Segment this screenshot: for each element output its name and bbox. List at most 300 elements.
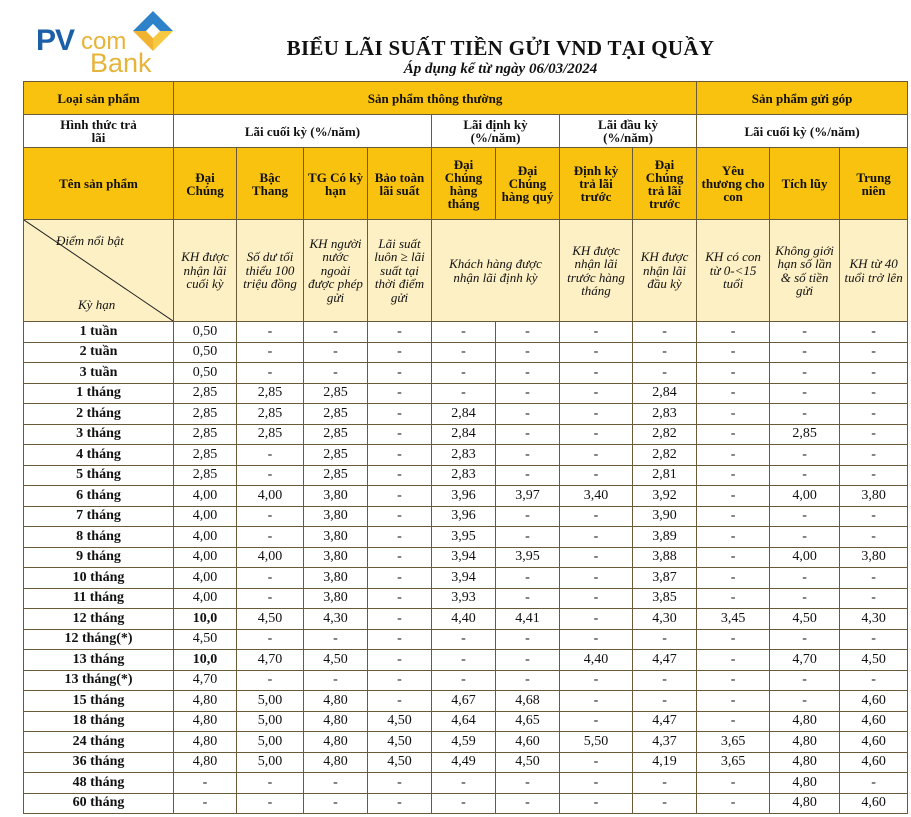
rate-cell: 4,70 [770,650,840,671]
rate-cell: 4,67 [432,691,496,712]
rate-cell: - [770,629,840,650]
rate-cell: - [770,445,840,466]
rate-cell: 3,80 [304,568,368,589]
table-row [24,773,908,794]
rate-cell: - [840,404,908,425]
rate-cell: - [770,465,840,486]
rate-cell: - [496,465,560,486]
rate-cell: - [633,363,697,384]
rate-cell: - [237,506,304,527]
term-cell: 2 tuần [24,342,174,363]
rate-cell: 3,45 [697,609,770,630]
rate-cell: - [770,527,840,548]
term-cell: 12 tháng [24,609,174,630]
rate-cell: - [432,773,496,794]
rate-cell: 4,50 [368,711,432,732]
rate-cell: - [432,322,496,343]
rate-cell: 3,94 [432,568,496,589]
rate-cell: - [840,465,908,486]
rate-cell: 4,60 [840,711,908,732]
rate-cell: 3,80 [304,486,368,507]
rate-cell: - [560,711,633,732]
rate-cell: - [840,629,908,650]
rate-cell: - [697,568,770,589]
rate-cell: - [304,773,368,794]
rate-cell: - [237,527,304,548]
rate-cell: 4,68 [496,691,560,712]
rate-cell: - [560,363,633,384]
rate-cell: - [237,773,304,794]
rate-cell: - [633,793,697,814]
rate-cell: 3,96 [432,486,496,507]
product-highlight: KH người nước ngoài được phép gửi [304,220,368,322]
rate-cell: - [368,486,432,507]
rate-cell: - [770,322,840,343]
product-header: Định kỳ trả lãi trước [560,148,633,220]
rate-cell: - [368,670,432,691]
logo-text-pv: PV [36,24,75,57]
rate-cell: 5,00 [237,711,304,732]
rate-cell: - [368,383,432,404]
rate-cell: 2,83 [633,404,697,425]
rate-cell: 2,85 [237,404,304,425]
rate-cell: 3,95 [432,527,496,548]
rate-cell: - [174,793,237,814]
term-cell: 2 tháng [24,404,174,425]
rate-cell: 0,50 [174,322,237,343]
rate-cell: - [174,773,237,794]
rate-cell: - [496,650,560,671]
rate-cell: 4,00 [174,568,237,589]
rate-cell: - [304,670,368,691]
rate-cell: 10,0 [174,609,237,630]
rate-cell: - [633,322,697,343]
product-highlight: KH có con từ 0-<15 tuổi [697,220,770,322]
rate-cell: - [496,363,560,384]
rate-cell: - [560,629,633,650]
rate-cell: 4,30 [633,609,697,630]
table-row [24,363,908,384]
rate-cell: 2,85 [237,383,304,404]
rate-cell: 4,47 [633,650,697,671]
rate-cell: 4,41 [496,609,560,630]
rate-cell: - [840,773,908,794]
rate-cell: 2,84 [432,404,496,425]
term-label: Kỳ hạn [78,297,116,312]
rate-cell: - [697,527,770,548]
rate-cell: - [697,445,770,466]
rate-cell: - [840,527,908,548]
table-row [24,322,908,343]
rate-cell: 4,00 [770,547,840,568]
rate-cell: 2,84 [633,383,697,404]
term-cell: 1 tháng [24,383,174,404]
rate-cell: - [304,629,368,650]
rate-cell: - [368,650,432,671]
rate-cell: - [496,793,560,814]
rate-cell: - [496,424,560,445]
payment-upfront-text: Lãi đầu kỳ (%/năm) [598,117,659,145]
rate-cell: 4,60 [840,793,908,814]
rate-cell: 3,80 [304,506,368,527]
rate-cell: 4,80 [304,752,368,773]
term-cell: 13 tháng [24,650,174,671]
rate-cell: - [560,793,633,814]
rate-cell: 4,00 [174,486,237,507]
rate-cell: 3,87 [633,568,697,589]
rate-cell: - [304,793,368,814]
rate-cell: - [633,691,697,712]
rate-cell: 4,60 [840,691,908,712]
rate-cell: - [633,342,697,363]
rate-cell: - [697,342,770,363]
table-row [24,486,908,507]
rate-cell: 2,83 [432,465,496,486]
rate-cell: 4,50 [304,650,368,671]
rate-cell: 2,85 [174,424,237,445]
rate-cell: 4,40 [560,650,633,671]
rate-cell: - [840,383,908,404]
product-highlight: KH từ 40 tuổi trở lên [840,220,908,322]
payment-periodic [432,115,560,148]
rate-cell: - [560,342,633,363]
rate-cell: - [368,793,432,814]
rate-cell: - [432,363,496,384]
term-cell: 7 tháng [24,506,174,527]
term-cell: 6 tháng [24,486,174,507]
rate-cell: - [368,322,432,343]
rate-cell: 4,50 [174,629,237,650]
rate-cell: 5,00 [237,732,304,753]
rate-cell: 10,0 [174,650,237,671]
table-row [24,588,908,609]
highlight-label: Điểm nổi bật [56,233,124,248]
rate-cell: - [697,691,770,712]
term-cell: 13 tháng(*) [24,670,174,691]
rate-cell: 4,65 [496,711,560,732]
rate-cell: - [496,588,560,609]
product-highlight: KH được nhận lãi cuối kỳ [174,220,237,322]
rate-cell: 4,00 [237,486,304,507]
rate-cell: 3,80 [840,547,908,568]
rate-cell: - [560,568,633,589]
product-header: Đại Chúng hàng quý [496,148,560,220]
interest-rate-table [23,81,908,814]
rate-cell: 3,80 [304,547,368,568]
rate-cell: 2,85 [304,465,368,486]
rate-cell: - [432,383,496,404]
rate-cell: - [560,404,633,425]
term-cell: 24 tháng [24,732,174,753]
rate-cell: 5,00 [237,691,304,712]
rate-cell: - [697,404,770,425]
table-row [24,465,908,486]
rate-cell: 2,82 [633,445,697,466]
product-header: Đại Chúng trả lãi trước [633,148,697,220]
rate-cell: - [697,670,770,691]
rate-cell: - [237,670,304,691]
table-row [24,445,908,466]
rate-cell: - [304,322,368,343]
rate-cell: 4,80 [174,732,237,753]
group-savings: Sản phẩm gửi góp [697,82,908,115]
rate-cell: - [560,322,633,343]
rate-cell: - [237,322,304,343]
rate-cell: - [496,445,560,466]
rate-cell: 4,00 [174,527,237,548]
rate-cell: 4,50 [368,752,432,773]
highlight-term-corner [24,220,174,322]
rate-cell: - [560,588,633,609]
term-cell: 5 tháng [24,465,174,486]
payment-savings-end: Lãi cuối kỳ (%/năm) [697,115,908,148]
rate-cell: 3,94 [432,547,496,568]
rate-cell: - [237,629,304,650]
table-row [24,650,908,671]
rate-cell: - [697,793,770,814]
rate-cell: - [697,629,770,650]
rate-cell: 4,80 [304,711,368,732]
table-row [24,711,908,732]
rate-cell: 4,50 [368,732,432,753]
rate-cell: - [560,527,633,548]
rate-cell: 3,85 [633,588,697,609]
rate-cell: 4,80 [174,752,237,773]
table-row [24,629,908,650]
rate-cell: - [368,691,432,712]
rate-cell: - [770,691,840,712]
rate-cell: - [560,752,633,773]
term-cell: 8 tháng [24,527,174,548]
rate-cell: 4,80 [770,732,840,753]
logo-text-bank: Bank [90,48,152,78]
rate-cell: - [770,383,840,404]
rate-cell: - [770,588,840,609]
table-row [24,691,908,712]
rate-cell: 4,19 [633,752,697,773]
product-header: TG Có kỳ hạn [304,148,368,220]
rate-cell: 4,80 [304,732,368,753]
table-row [24,752,908,773]
rate-cell: - [840,424,908,445]
term-cell: 10 tháng [24,568,174,589]
rate-cell: 4,49 [432,752,496,773]
logo-text-com: com [81,28,127,55]
table-row [24,609,908,630]
rate-cell: 4,30 [304,609,368,630]
rate-cell: 4,00 [174,547,237,568]
rate-cell: 4,37 [633,732,697,753]
rate-cell: 4,00 [237,547,304,568]
rate-cell: 2,85 [174,404,237,425]
product-highlight: Lãi suất luôn ≥ lãi suất tại thời điểm gửi [368,220,432,322]
table-row [24,424,908,445]
rate-cell: 2,85 [237,424,304,445]
rate-cell: 3,90 [633,506,697,527]
rate-cell: - [368,568,432,589]
term-cell: 60 tháng [24,793,174,814]
rate-cell: 4,80 [174,711,237,732]
rate-cell: 3,40 [560,486,633,507]
rate-cell: 2,85 [304,445,368,466]
term-cell: 12 tháng(*) [24,629,174,650]
table-row [24,568,908,589]
rate-cell: - [697,588,770,609]
rate-cell: 4,80 [770,711,840,732]
term-cell: 11 tháng [24,588,174,609]
rate-cell: - [237,568,304,589]
rate-cell: 3,96 [432,506,496,527]
rate-cell: - [496,670,560,691]
rate-cell: - [560,773,633,794]
product-header: Tích lũy [770,148,840,220]
rate-cell: 4,60 [496,732,560,753]
rate-cell: 0,50 [174,342,237,363]
rate-cell: - [697,547,770,568]
term-cell: 3 tháng [24,424,174,445]
rate-cell: - [840,670,908,691]
rate-cell: 4,00 [770,486,840,507]
term-cell: 36 tháng [24,752,174,773]
rate-cell: - [496,506,560,527]
rate-cell: - [496,322,560,343]
group-regular: Sản phẩm thông thường [174,82,697,115]
table-row [24,527,908,548]
rate-cell: - [697,650,770,671]
rate-cell: - [368,588,432,609]
rate-cell: 4,50 [496,752,560,773]
product-highlight: KH được nhận lãi trước hàng tháng [560,220,633,322]
rate-cell: - [697,773,770,794]
rate-cell: 4,59 [432,732,496,753]
table-row [24,383,908,404]
rate-cell: 3,65 [697,732,770,753]
rate-cell: - [496,342,560,363]
rate-cell: - [368,424,432,445]
rate-cell: - [840,568,908,589]
rate-cell: 3,92 [633,486,697,507]
rate-cell: 2,85 [304,404,368,425]
rate-cell: - [432,629,496,650]
rate-cell: 5,00 [237,752,304,773]
term-cell: 48 tháng [24,773,174,794]
rate-cell: - [697,424,770,445]
product-type-label: Loại sản phẩm [24,82,174,115]
rate-cell: - [840,322,908,343]
rate-cell: 2,84 [432,424,496,445]
rate-cell: 2,85 [304,424,368,445]
rate-cell: - [770,342,840,363]
rate-cell: - [496,773,560,794]
rate-cell: 4,80 [770,752,840,773]
rate-cell: - [496,383,560,404]
payment-method-label [24,115,174,148]
table-row [24,732,908,753]
rate-cell: - [770,506,840,527]
rate-cell: 4,70 [174,670,237,691]
rate-cell: 2,82 [633,424,697,445]
rate-cell: - [496,527,560,548]
rate-cell: 4,60 [840,752,908,773]
rate-cell: - [840,363,908,384]
rate-cell: - [840,506,908,527]
term-cell: 4 tháng [24,445,174,466]
rate-cell: - [237,363,304,384]
rate-cell: 4,64 [432,711,496,732]
rate-cell: 4,80 [770,773,840,794]
rate-cell: 3,95 [496,547,560,568]
rate-cell: - [368,773,432,794]
table-row [24,342,908,363]
product-highlight: Không giới hạn số lần & số tiền gửi [770,220,840,322]
effective-date: Áp dụng kể từ ngày 06/03/2024 [403,61,598,77]
rate-cell: - [560,465,633,486]
product-name-label: Tên sản phẩm [24,148,174,220]
rate-cell: - [840,445,908,466]
rate-cell: - [697,322,770,343]
rate-cell: - [368,629,432,650]
product-header: Đại Chúng [174,148,237,220]
rate-cell: 3,80 [304,588,368,609]
rate-cell: - [304,363,368,384]
rate-cell: 4,50 [840,650,908,671]
rate-cell: 4,00 [174,588,237,609]
rate-cell: - [560,547,633,568]
rate-cell: - [368,363,432,384]
rate-cell: - [304,342,368,363]
rate-cell: - [560,445,633,466]
rate-cell: 2,83 [432,445,496,466]
rate-cell: 2,85 [770,424,840,445]
product-header: Bậc Thang [237,148,304,220]
rate-cell: - [633,773,697,794]
rate-cell: 3,65 [697,752,770,773]
term-cell: 1 tuần [24,322,174,343]
rate-cell: - [560,691,633,712]
rate-cell: - [697,711,770,732]
rate-cell: - [432,793,496,814]
rate-cell: - [770,404,840,425]
rate-cell: - [560,609,633,630]
rate-cell: 3,93 [432,588,496,609]
payment-periodic-text: Lãi định kỳ (%/năm) [463,117,528,145]
rate-cell: 5,50 [560,732,633,753]
rate-cell: - [432,670,496,691]
rate-cell: - [697,363,770,384]
rate-cell: 4,47 [633,711,697,732]
rate-cell: 4,80 [174,691,237,712]
product-highlight: Khách hàng được nhận lãi định kỳ [432,220,560,322]
rate-cell: - [633,629,697,650]
rate-cell: 2,85 [174,465,237,486]
rate-cell: 2,85 [304,383,368,404]
rate-cell: 3,88 [633,547,697,568]
rate-cell: - [432,342,496,363]
rate-cell: - [697,383,770,404]
rate-cell: 4,80 [304,691,368,712]
product-highlight: Số dư tối thiểu 100 triệu đồng [237,220,304,322]
product-highlight: KH được nhận lãi đầu kỳ [633,220,697,322]
table-row [24,404,908,425]
table-row [24,670,908,691]
term-cell: 3 tuần [24,363,174,384]
rate-cell: - [237,588,304,609]
rate-cell: - [560,506,633,527]
rate-cell: - [237,793,304,814]
rate-cell: 4,70 [237,650,304,671]
rate-cell: 4,50 [770,609,840,630]
term-cell: 18 tháng [24,711,174,732]
